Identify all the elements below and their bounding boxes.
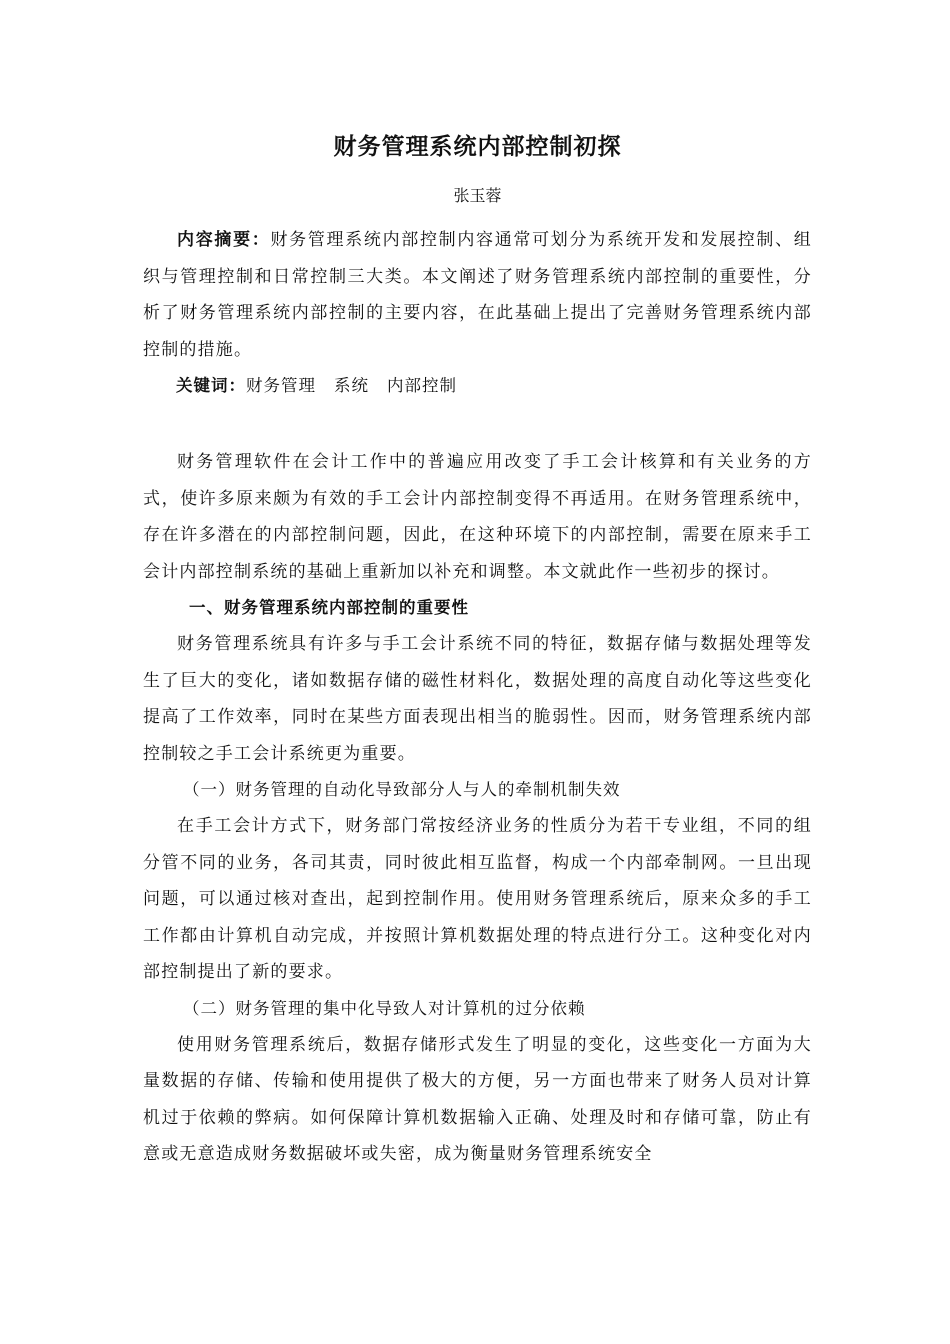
subsection-heading: （一）财务管理的自动化导致部分人与人的牵制机制失效 xyxy=(183,780,621,799)
keywords-label: 关键词： xyxy=(176,376,246,395)
section-paragraph: 财务管理系统具有许多与手工会计系统不同的特征，数据存储与数据处理等发生了巨大的变化，诸如数据存储的磁性材料化，数据处理的高度自动化等这些变化提高了工作效率，同时在某些方面表现出相当的脆弱性。因而，财务管理系统内部控制较之手工会计系统更为重要。 xyxy=(143,634,812,764)
keyword-item: 内部控制 xyxy=(387,376,457,395)
keyword-item: 系统 xyxy=(334,376,369,395)
subsection-paragraph: 使用财务管理系统后，数据存储形式发生了明显的变化，这些变化一方面为大量数据的存储、传输和使用提供了极大的方便，另一方面也带来了财务人员对计算机过于依赖的弊病。如何保障计算机数据输入正确、处理及时和存储可靠，防止有意或无意造成财务数据破坏或失密，成为衡量财务管理系统安全 xyxy=(143,1034,812,1164)
keywords-line xyxy=(143,368,812,404)
keyword-item: 财务管理 xyxy=(246,376,316,395)
intro-paragraph: 财务管理软件在会计工作中的普遍应用改变了手工会计核算和有关业务的方式，使许多原来颇为有效的手工会计内部控制变得不再适用。在财务管理系统中，存在许多潜在的内部控制问题，因此，在这种环境下的内部控制，需要在原来手工会计内部控制系统的基础上重新加以补充和调整。本文就此作一些初步的探讨。 xyxy=(143,452,812,582)
subsection-paragraph: 在手工会计方式下，财务部门常按经济业务的性质分为若干专业组，不同的组分管不同的业务，各司其责，同时彼此相互监督，构成一个内部牵制网。一旦出现问题，可以通过核对查出，起到控制作用。使用财务管理系统后，原来众多的手工工作都由计算机自动完成，并按照计算机数据处理的特点进行分工。这种变化对内部控制提出了新的要求。 xyxy=(143,816,812,982)
author-name: 张玉蓉 xyxy=(453,186,502,205)
abstract-paragraph xyxy=(143,222,812,368)
document-title: 财务管理系统内部控制初探 xyxy=(333,133,622,160)
section-heading: 一、财务管理系统内部控制的重要性 xyxy=(189,598,469,617)
abstract-label: 内容摘要： xyxy=(177,230,271,250)
abstract-text: 财务管理系统内部控制内容通常可划分为系统开发和发展控制、组织与管理控制和日常控制三大类。本文阐述了财务管理系统内部控制的重要性，分析了财务管理系统内部控制的主要内容，在此基础上提出了完善财务管理系统内部控制的措施。 xyxy=(143,230,812,360)
subsection-heading: （二）财务管理的集中化导致人对计算机的过分依赖 xyxy=(183,998,586,1018)
